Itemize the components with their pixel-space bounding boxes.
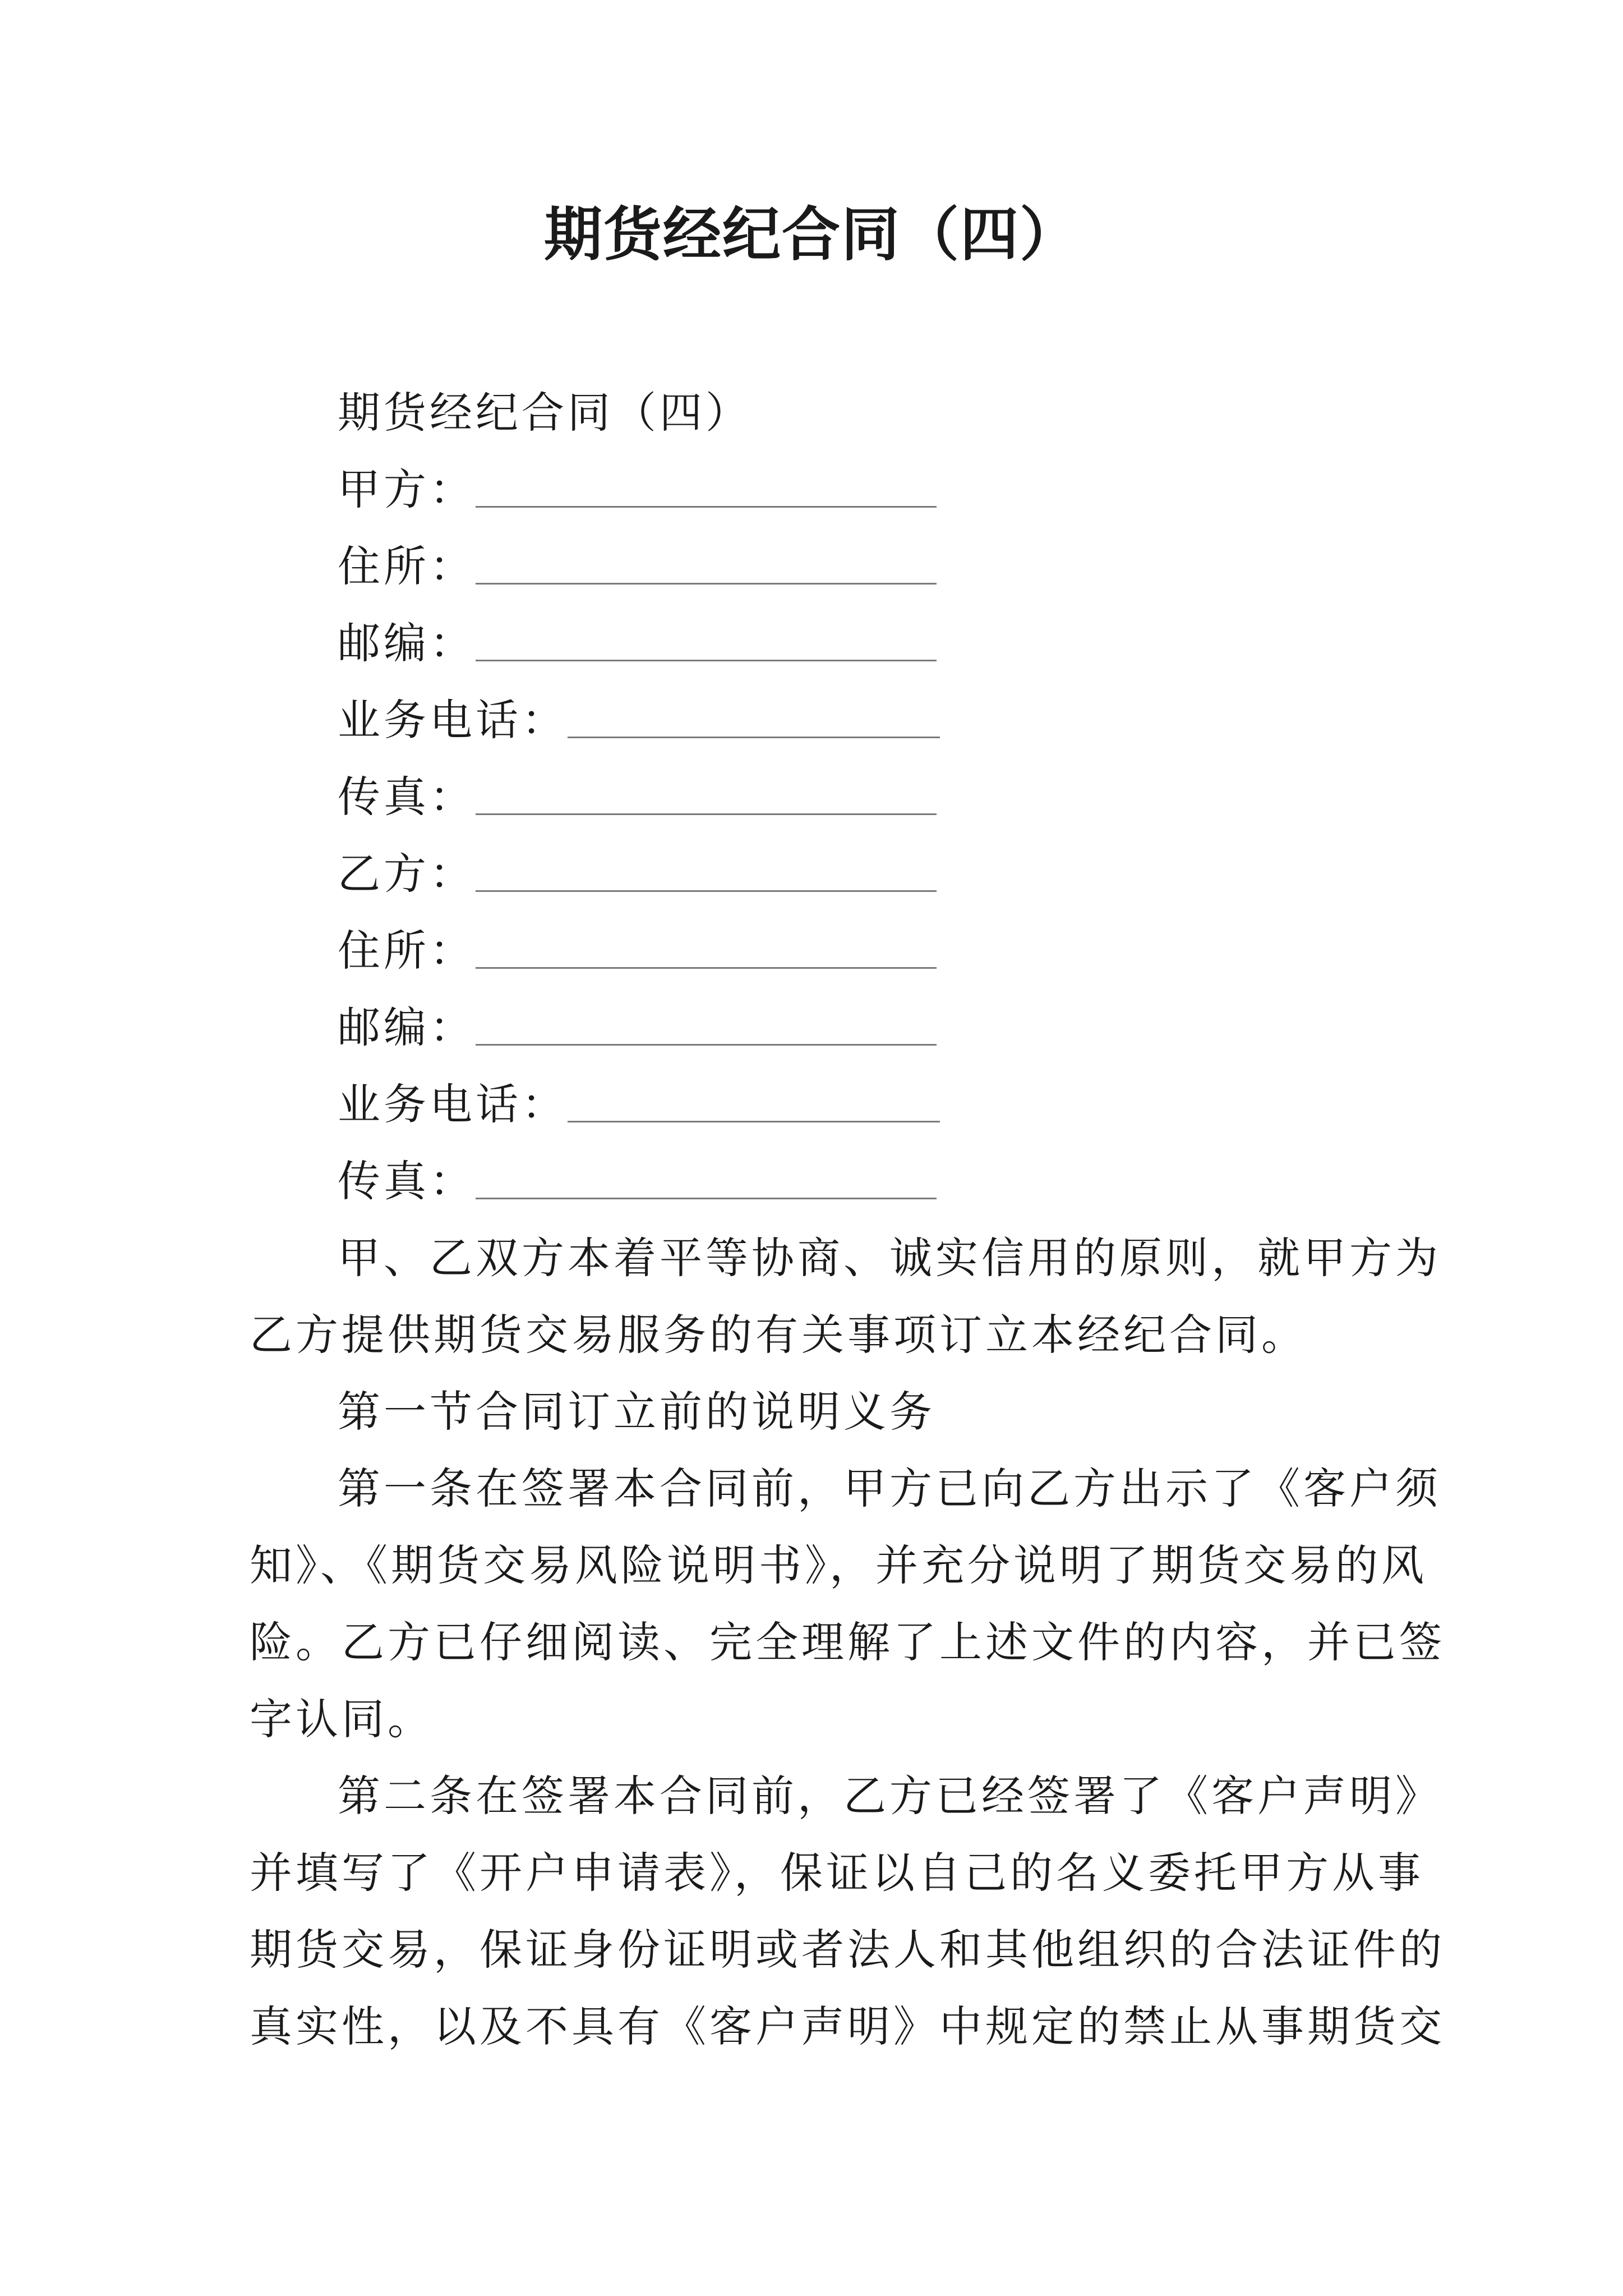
party-b-postcode-field: [338, 1000, 937, 1056]
party-b-phone-label: 业务电话：: [338, 1079, 568, 1129]
intro-line: 甲、乙双方本着平等协商、诚实信用的原则，就甲方为: [338, 1233, 1441, 1283]
party-a-phone-blank: [568, 737, 940, 738]
document-subtitle: 期货经纪合同（四）: [338, 388, 751, 438]
party-a-postcode-field: [338, 615, 937, 671]
party-a-field: [338, 462, 937, 518]
party-b-field: [338, 846, 937, 902]
party-b-phone-field: [338, 1076, 940, 1133]
party-a-postcode-blank: [476, 660, 937, 661]
article1-line: 第一条在签署本合同前，甲方已向乙方出示了《客户须: [338, 1464, 1441, 1513]
party-b-label: 乙方：: [338, 849, 476, 899]
article1-line: 险。乙方已仔细阅读、完全理解了上述文件的内容，并已签: [250, 1617, 1445, 1667]
party-b-postcode-label: 邮编：: [338, 1002, 476, 1052]
party-b-fax-field: [338, 1153, 937, 1209]
party-a-phone-field: [338, 692, 940, 748]
party-a-phone-label: 业务电话：: [338, 695, 568, 745]
section-heading: 第一节合同订立前的说明义务: [338, 1387, 935, 1437]
party-a-label: 甲方：: [338, 464, 476, 514]
party-b-postcode-blank: [476, 1044, 937, 1046]
party-a-fax-field: [338, 769, 937, 825]
party-a-postcode-label: 邮编：: [338, 618, 476, 668]
party-a-blank: [476, 506, 937, 508]
article2-line: 并填写了《开户申请表》，保证以自己的名义委托甲方从事: [250, 1848, 1424, 1898]
party-b-phone-blank: [568, 1121, 940, 1122]
party-b-fax-label: 传真：: [338, 1156, 476, 1206]
party-a-fax-blank: [476, 813, 937, 815]
party-b-address-field: [338, 923, 937, 979]
party-b-address-blank: [476, 967, 937, 969]
party-a-address-field: [338, 539, 937, 595]
article2-line: 期货交易，保证身份证明或者法人和其他组织的合法证件的: [250, 1925, 1445, 1975]
party-a-address-label: 住所：: [338, 541, 476, 591]
article1-line: 字认同。: [250, 1694, 434, 1744]
document-title: 期货经纪合同（四）: [543, 200, 1079, 269]
party-a-address-blank: [476, 583, 937, 585]
article2-line: 第二条在签署本合同前，乙方已经签署了《客户声明》: [338, 1771, 1441, 1821]
party-a-fax-label: 传真：: [338, 772, 476, 822]
party-b-blank: [476, 890, 937, 892]
party-b-fax-blank: [476, 1198, 937, 1199]
article2-line: 真实性，以及不具有《客户声明》中规定的禁止从事期货交: [250, 2001, 1445, 2051]
party-b-address-label: 住所：: [338, 926, 476, 976]
article1-line: 知》、《期货交易风险说明书》，并充分说明了期货交易的风: [250, 1540, 1427, 1590]
intro-line: 乙方提供期货交易服务的有关事项订立本经纪合同。: [250, 1310, 1307, 1360]
